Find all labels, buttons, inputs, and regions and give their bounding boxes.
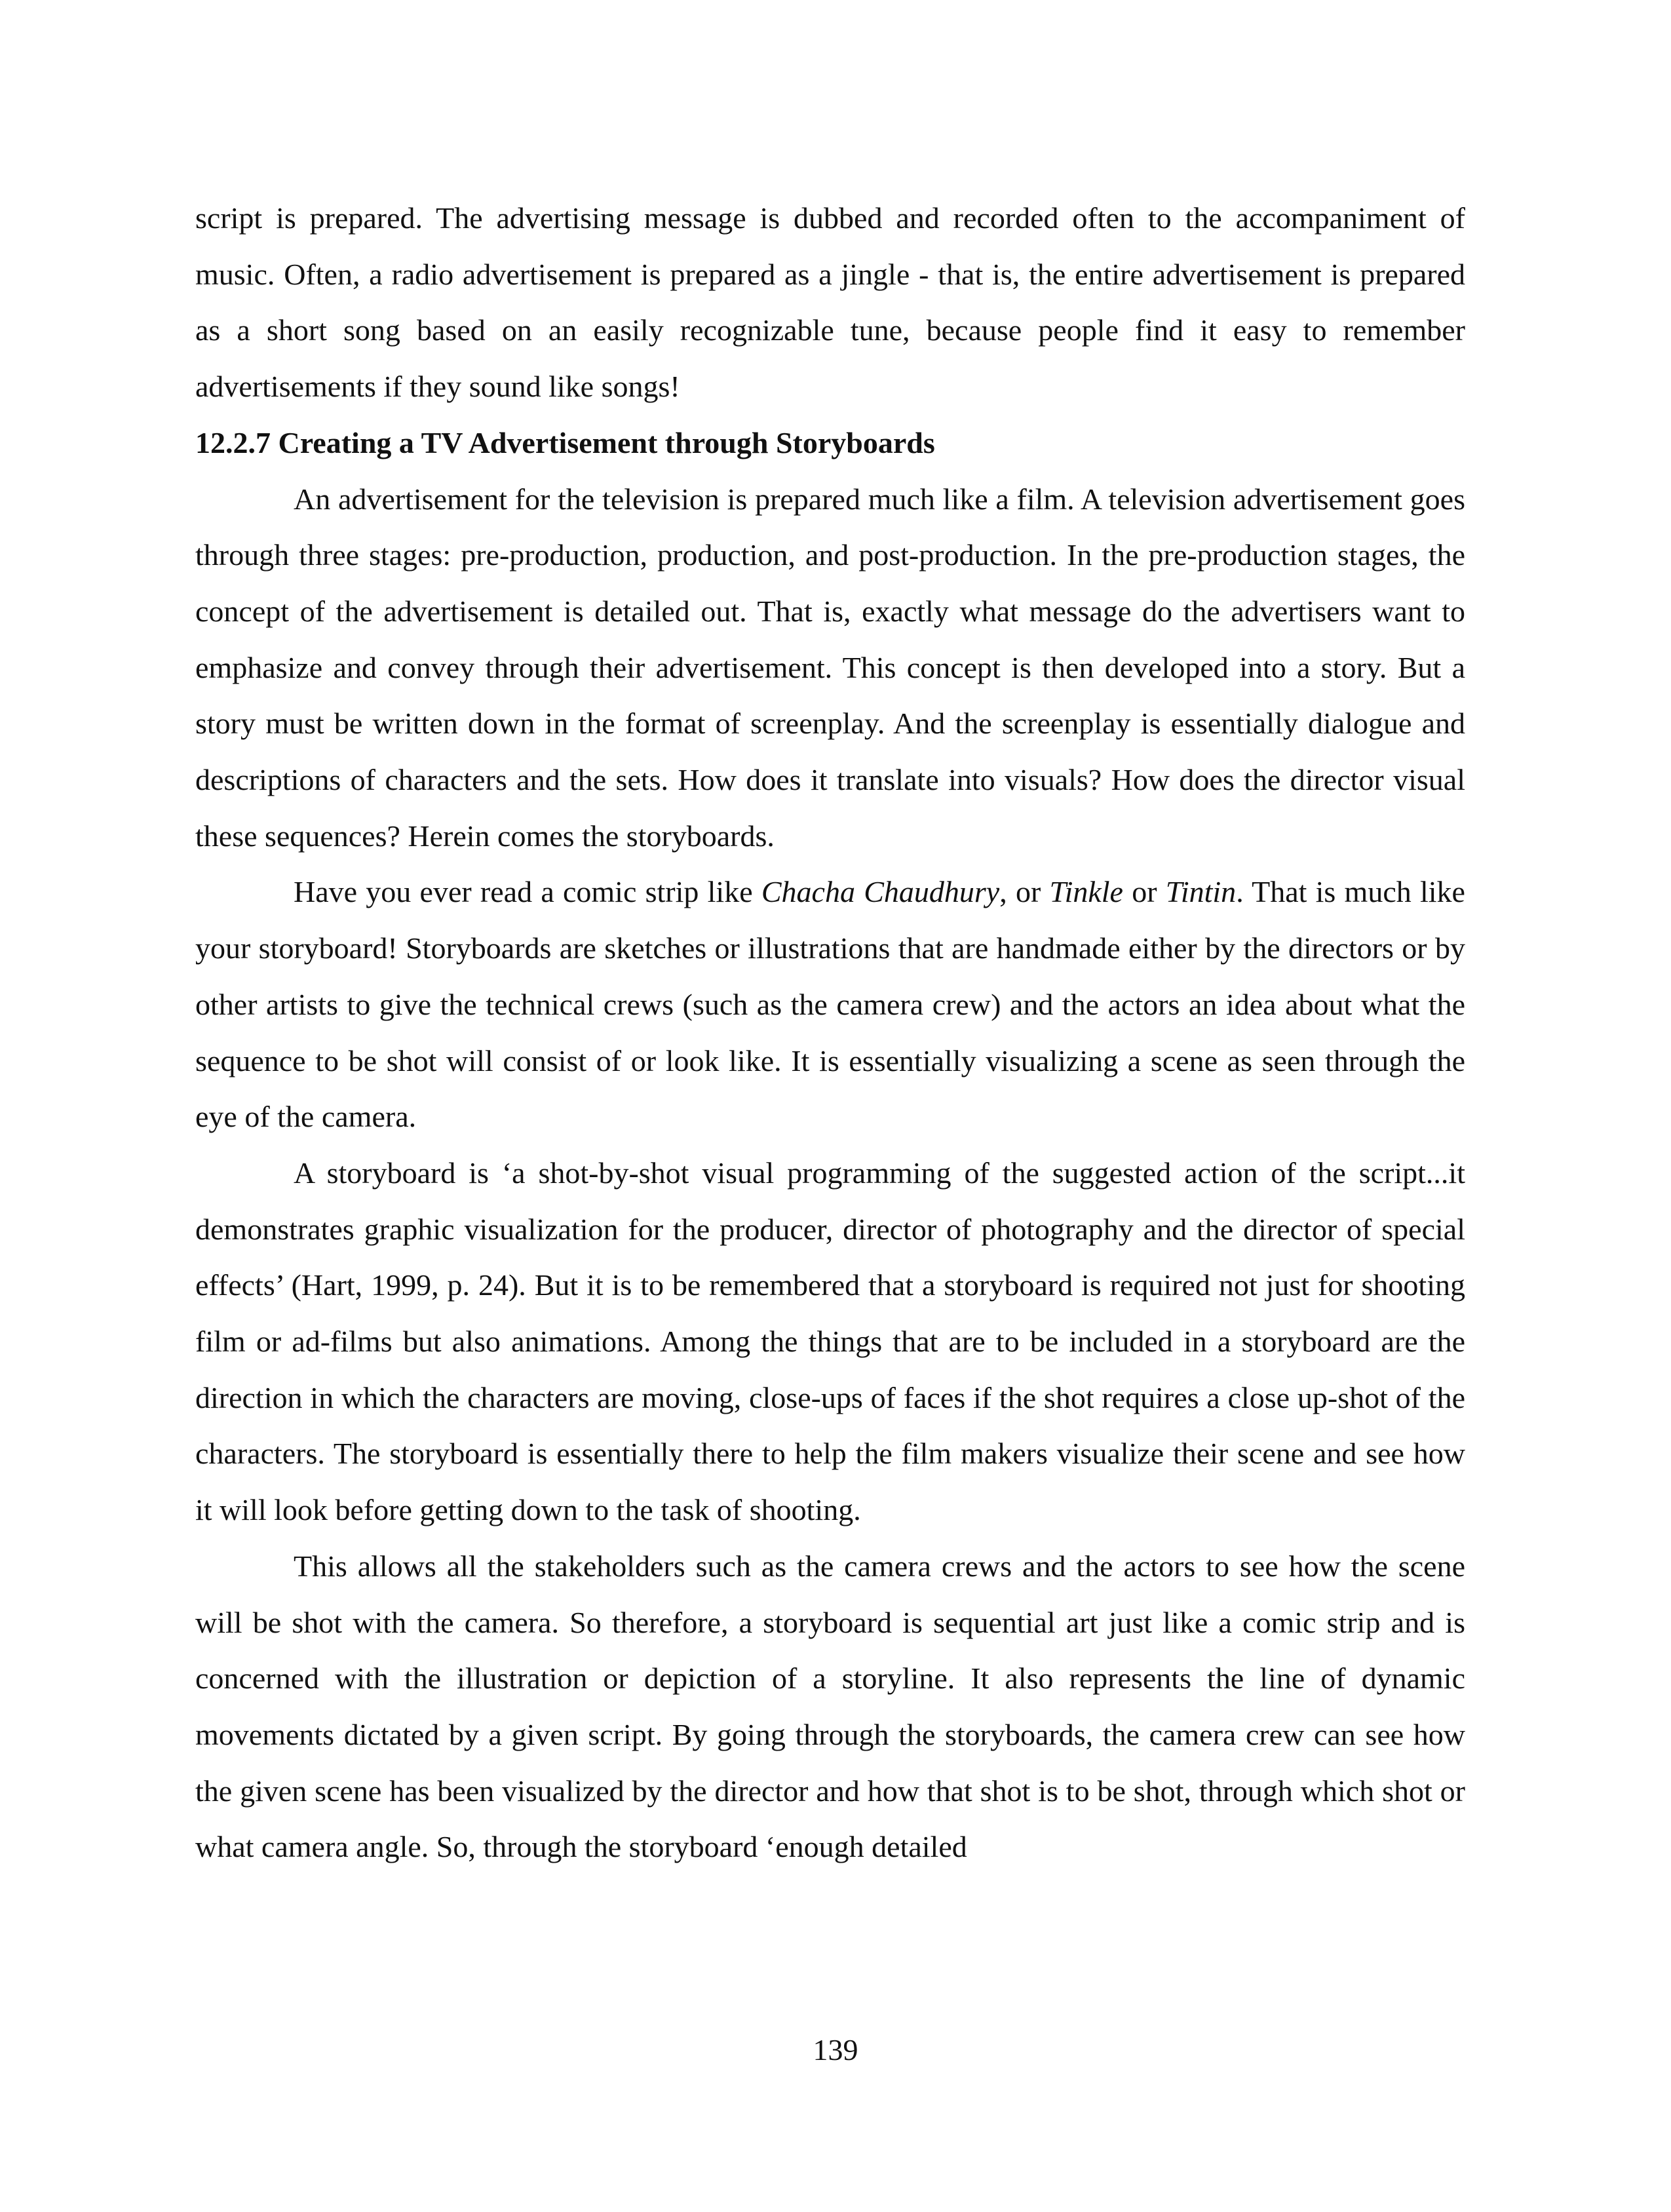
paragraph-storyboard-definition: A storyboard is ‘a shot-by-shot visual programming of the suggested action of the script...it demonstrates graphic visualization for the producer, director of photography and the director of special effects’ (Hart, 1999, p. 24). But it is to be remembered that a storyboard is required not just for shooting film or ad-films but also animations. Among the things that are to be included in a storyboard are the direction in which the characters are moving, close-ups of faces if the shot requires a close up-shot of the characters. The storyboard is essentially there to help the film makers visualize their scene and see how it will look before getting down to the task of shooting.: [195, 1155, 1465, 1527]
paragraph-text: , or: [999, 875, 1050, 909]
italic-title: Chacha Chaudhury: [761, 875, 1000, 909]
paragraph-comic-strip: [195, 864, 1465, 1145]
paragraph-text: Have you ever read a comic strip like: [294, 875, 761, 909]
paragraph-text: . That is much like your storyboard! Storyboards are sketches or illustrations that are handmade either by the directors or by other artists to give the technical crews (such as the camera crew) and the actors an idea about what the sequence to be shot will consist of or look like. It is essentially visualizing a scene as seen through the eye of the camera.: [195, 875, 1465, 1134]
page-body: [195, 190, 1465, 1875]
section-heading: 12.2.7 Creating a TV Advertisement through Storyboards: [195, 425, 935, 459]
paragraph-text: or: [1123, 875, 1166, 909]
paragraph-tv-advertisement: An advertisement for the television is prepared much like a film. A television advertisement goes through three stages: pre-production, production, and post-production. In the pre-production stages, the concept of the advertisement is detailed out. That is, exactly what message do the advertisers want to emphasize and convey through their advertisement. This concept is then developed into a story. But a story must be written down in the format of screenplay. And the screenplay is essentially dialogue and descriptions of characters and the sets. How does it translate into visuals? How does the director visual these sequences? Herein comes the storyboards.: [195, 482, 1465, 853]
italic-title: Tintin: [1165, 875, 1237, 909]
paragraph-stakeholders: This allows all the stakeholders such as the camera crews and the actors to see how the scene will be shot with the camera. So therefore, a storyboard is sequential art just like a comic strip and is concerned with the illustration or depiction of a storyline. It also represents the line of dynamic movements dictated by a given script. By going through the storyboards, the camera crew can see how the given scene has been visualized by the director and how that shot is to be shot, through which shot or what camera angle. So, through the storyboard ‘enough detailed: [195, 1549, 1465, 1864]
paragraph-continued: script is prepared. The advertising message is dubbed and recorded often to the accompaniment of music. Often, a radio advertisement is prepared as a jingle - that is, the entire advertisement is prepared as a short song based on an easily recognizable tune, because people find it easy to remember advertisements if they sound like songs!: [195, 201, 1465, 404]
italic-title: Tinkle: [1049, 875, 1123, 909]
page-number: 139: [813, 2033, 858, 2066]
